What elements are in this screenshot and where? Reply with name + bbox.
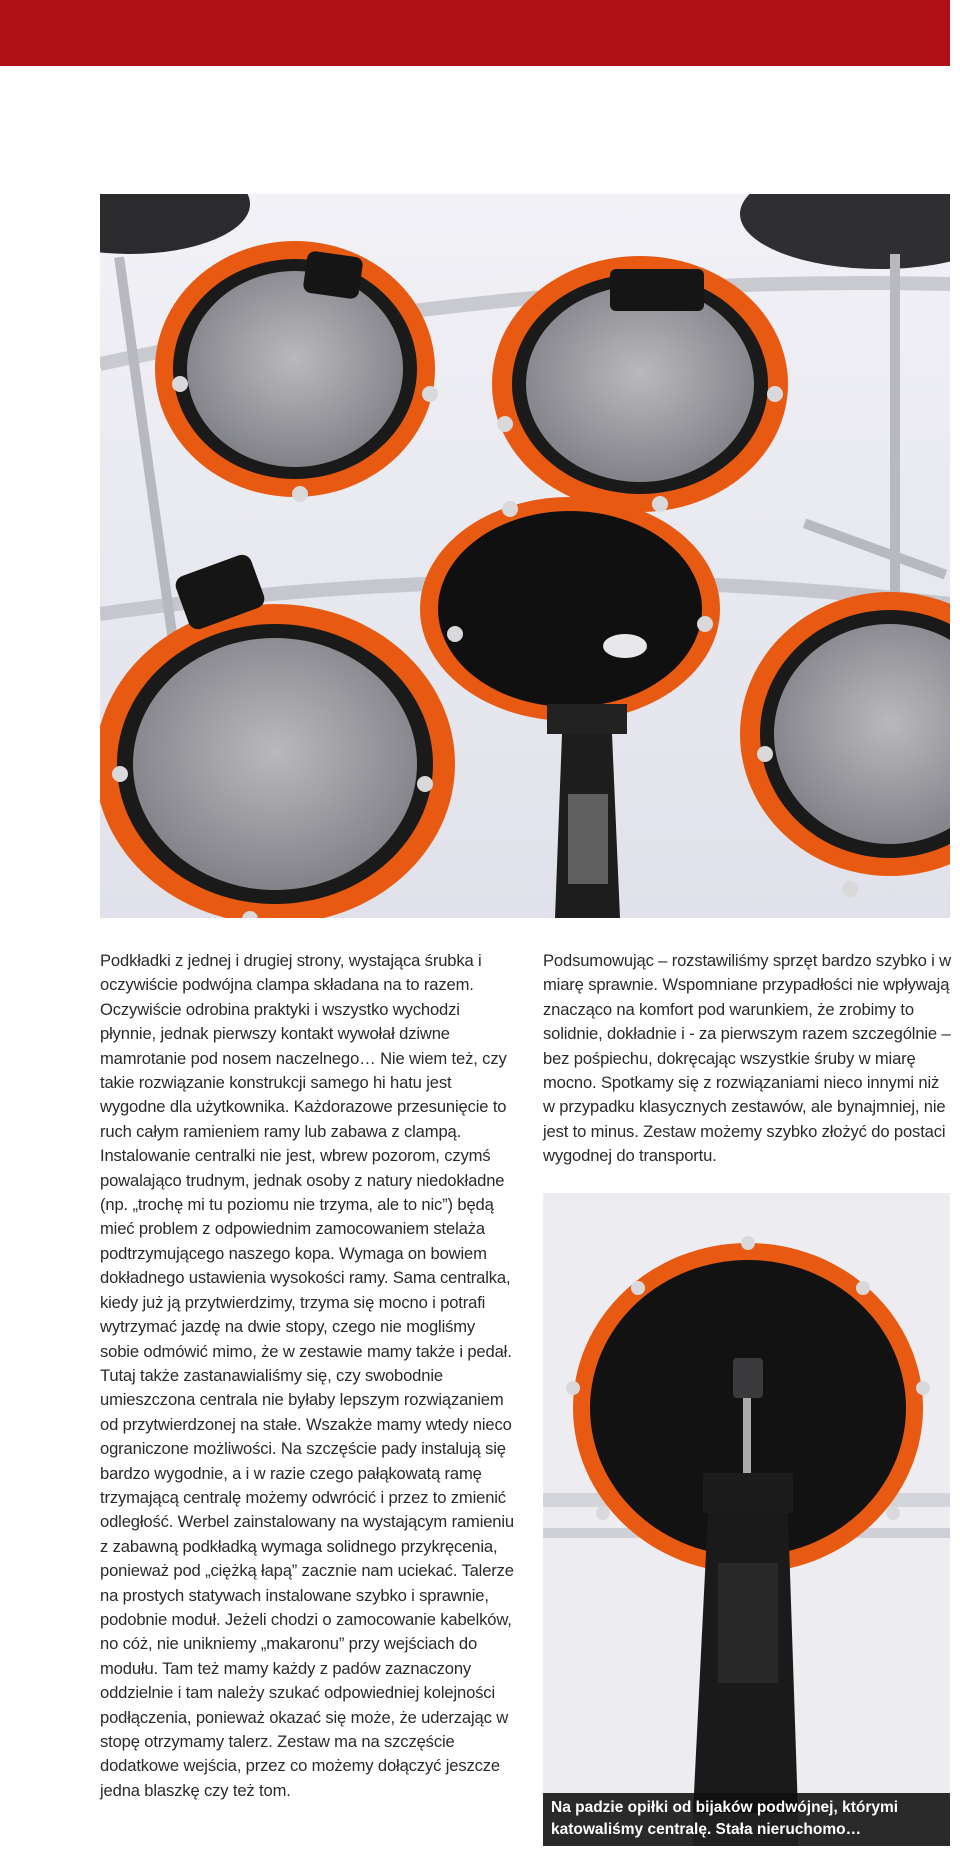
kick-pad-photo [543,1193,950,1846]
article-right-column [543,949,953,1169]
article-body-left: Podkładki z jednej i drugiej strony, wystająca śrubka i oczywiście podwójna clampa składana na to razem. Oczywiście odrobina praktyki i wszystko wychodzi płynnie, jednak pierwszy kontakt wywołał dziwne mamrotanie pod nosem naczelnego… Nie wiem też, czy takie rozwiązanie konstrukcji samego hi hatu jest wygodne dla użytkownika. Każdorazowe przesunięcie to ruch całym ramieniem ramy lub zabawa z clampą. Instalowanie centralki nie jest, wbrew pozorom, czymś powalająco trudnym, jednak osoby z natury niedokładne (np. „trochę mi tu poziomu nie trzyma, ale to nic”) będą mieć problem z odpowiednim zamocowaniem stelaża podtrzymującego naszego kopa. Wymaga on bowiem dokładnego ustawienia wysokości ramy. Sama centralka, kiedy już ją przytwierdzimy, trzyma się mocno i potrafi wytrzymać jazdę na dwie stopy, czego nie mogliśmy sobie odmówić mimo, że w zestawie mamy także i pedał. Tutaj także zastanawialiśmy się, czy swobodnie umieszczona centrala nie byłaby lepszym rozwiązaniem od przytwierdzonej na stałe. Wszakże mamy wtedy nieco ograniczone możliwości. Na szczęście pady instalują się bardzo wygodnie, a i w razie czego pałąkowatą ramę trzymającą centralę możemy odwrócić i przez to zmienić odległość. Werbel zainstalowany na wystającym ramieniu z zabawną podkładką wymaga solidnego przykręcenia, ponieważ pod „ciężką łapą” zacznie nam uciekać. Talerze na prostych statywach instalowane szybko i sprawnie, podobnie moduł. Jeżeli chodzi o zamocowanie kabelków, no cóż, nie unikniemy „makaronu” przy wejściach do modułu. Tam też mamy każdy z padów zaznaczony oddzielnie i tam należy szukać odpowiedniej kolejności podłączenia, ponieważ okazać się może, że uderzając w stopę otrzymamy talerz. Zestaw ma na szczęście dodatkowe wejścia, przez co możemy dołączyć jeszcze jedna blaszkę czy też tom. [100,951,515,1800]
article-body-right: Podsumowując – rozstawiliśmy sprzęt bardzo szybko i w miarę sprawnie. Wspomniane przypadłości nie wpływają znacząco na komfort pod warunkiem, że zrobimy to solidnie, dokładnie i - za pierwszym razem szczególnie – bez pośpiechu, dokręcając wszystkie śruby w miarę mocno. Spotkamy się z rozwiązaniami nieco innymi niż w przypadku klasycznych zestawów, ale bynajmniej, nie jest to minus. Zestaw możemy szybko złożyć do postaci wygodnej do transportu. [543,951,951,1166]
header-bar [0,0,950,66]
article-left-column [100,949,518,1803]
photo-caption: Na padzie opiłki od bijaków podwójnej, którymi katowaliśmy centralę. Stała nieruchomo… [543,1793,950,1846]
drum-kit-photo [100,194,950,918]
